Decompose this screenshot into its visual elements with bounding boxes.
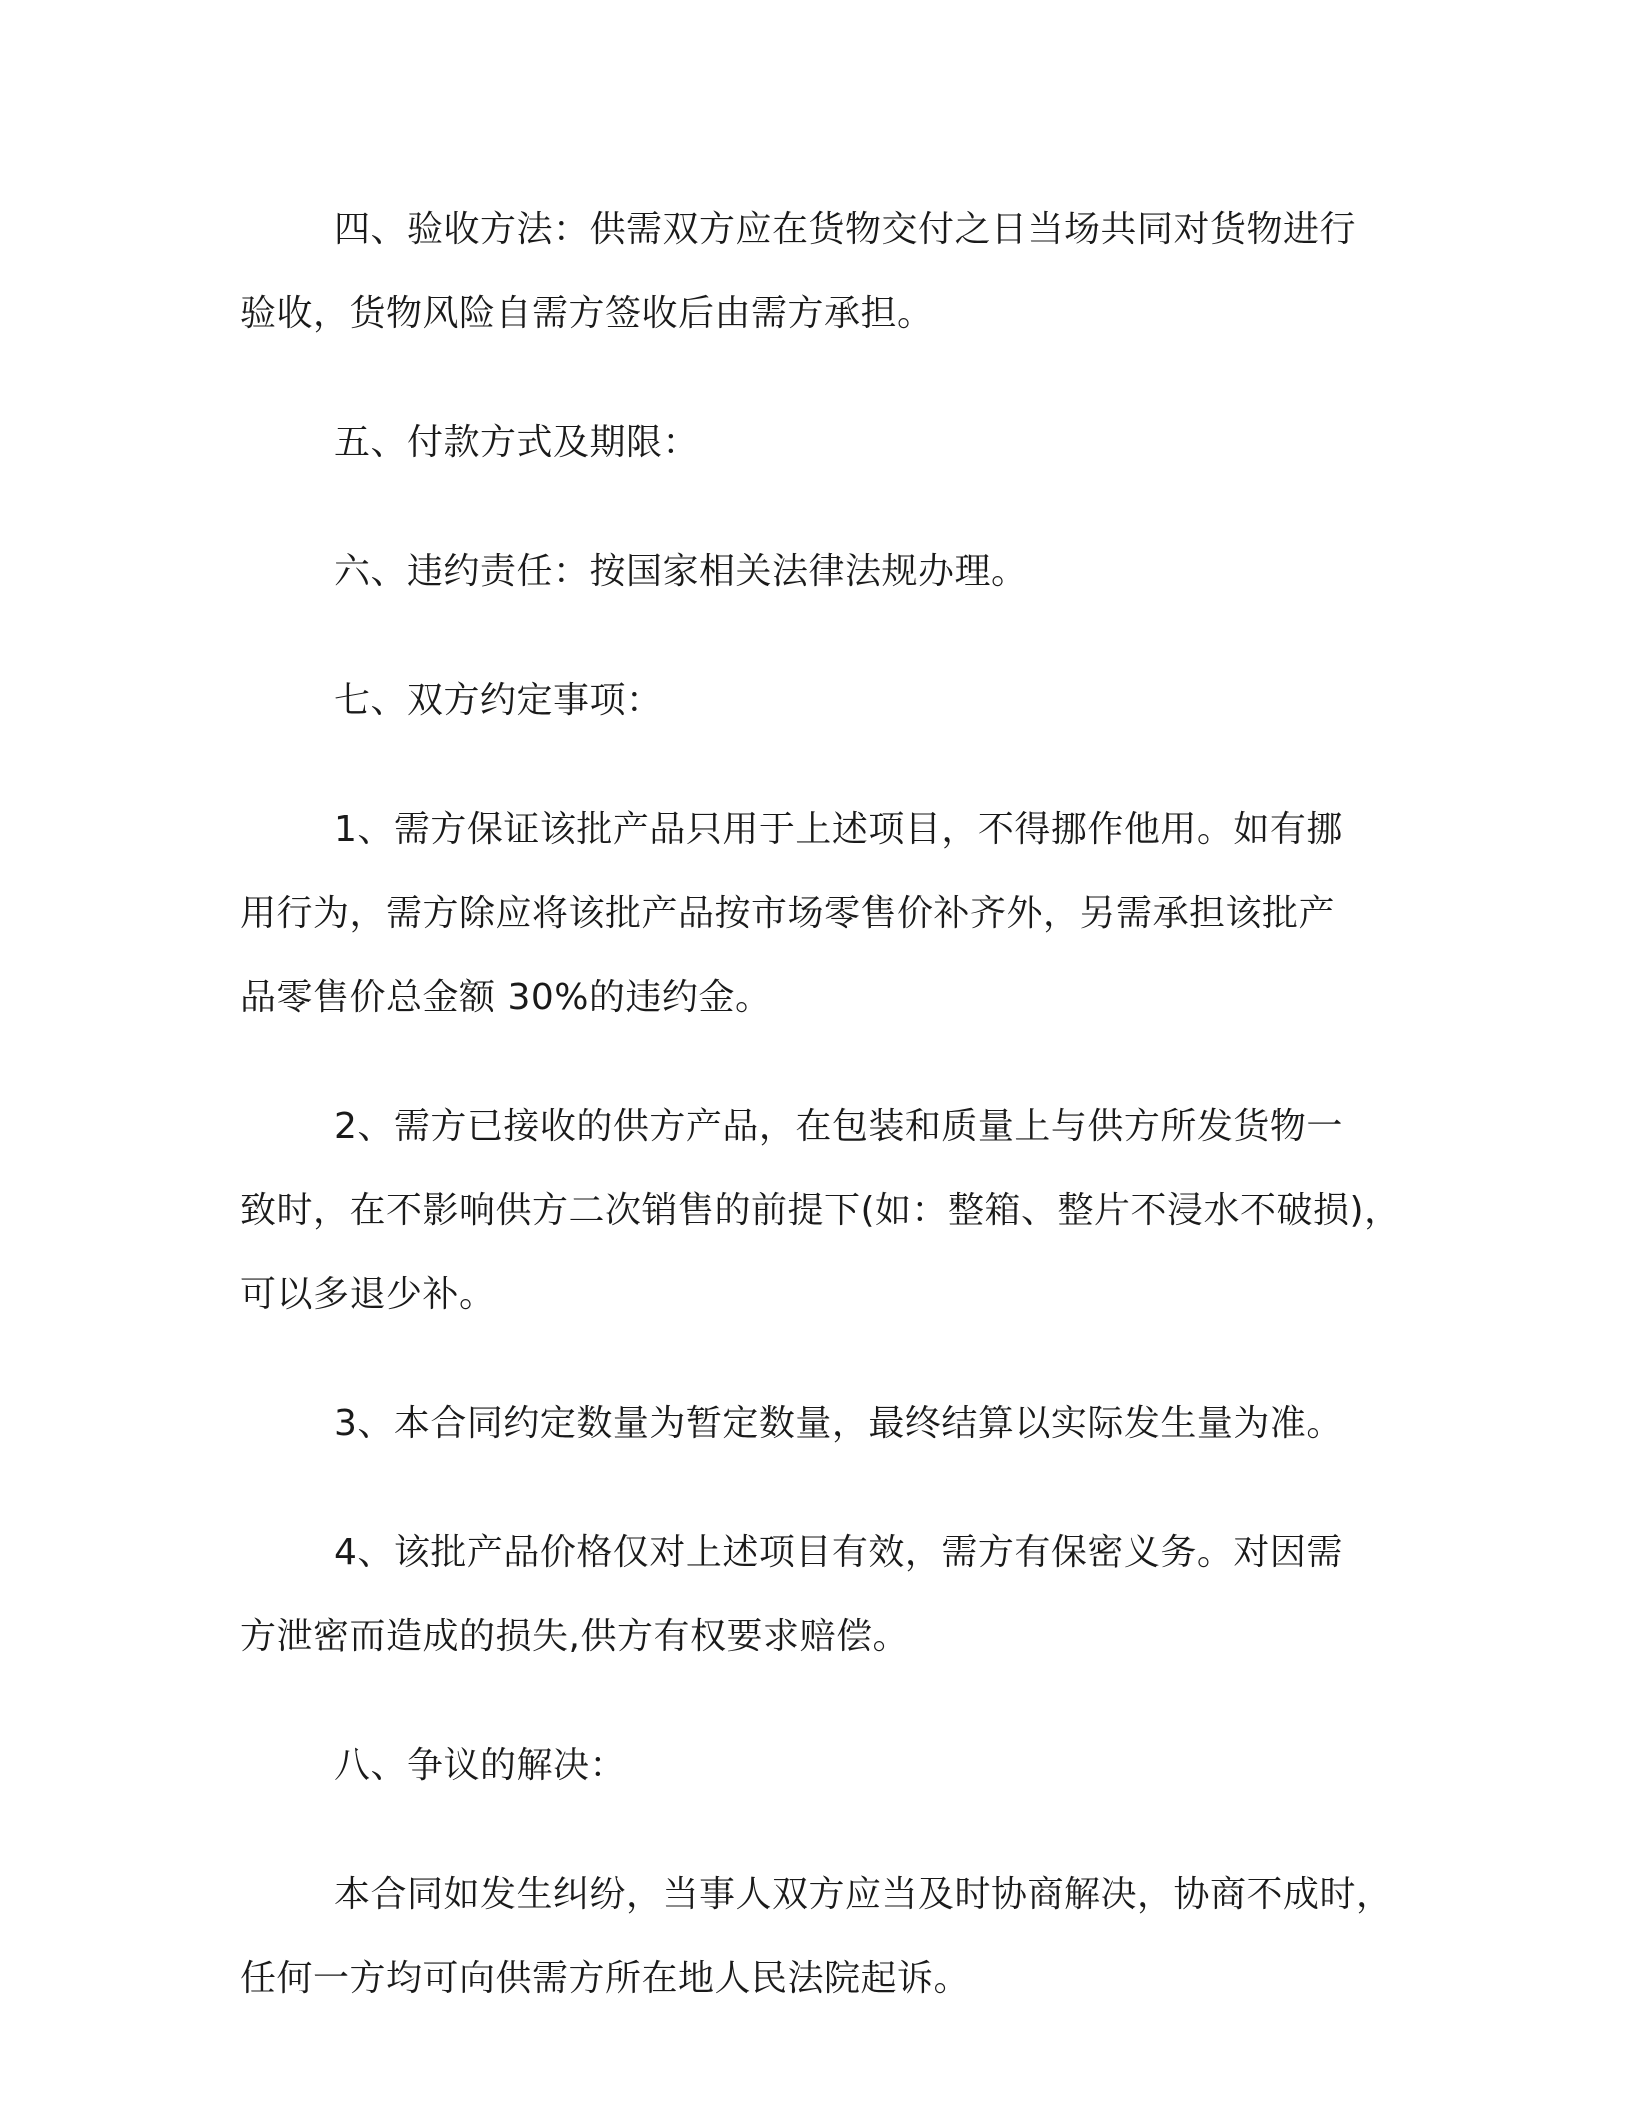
text-line: 1、需方保证该批产品只用于上述项目，不得挪作他用。如有挪 [334,809,1343,850]
agreed-matter-item-4 [240,1511,1412,1679]
clause-agreed-matters-heading [240,659,1412,743]
clause-payment-terms [240,401,1412,485]
clause-inspection-method [240,188,1412,356]
clause-dispute-resolution-heading [240,1724,1412,1808]
text-line: 可以多退少补。 [240,1274,496,1315]
text-line: 五、付款方式及期限： [334,422,700,463]
agreed-matter-item-1 [240,788,1412,1040]
text-line: 八、争议的解决： [334,1745,627,1786]
text-line: 四、验收方法：供需双方应在货物交付之日当场共同对货物进行 [334,209,1357,250]
clause-breach-liability [240,530,1412,614]
text-line: 4、该批产品价格仅对上述项目有效，需方有保密义务。对因需 [334,1532,1343,1573]
text-line: 品零售价总金额 30%的违约金。 [240,977,772,1018]
text-line: 任何一方均可向供需方所在地人民法院起诉。 [240,1958,971,1999]
text-line: 2、需方已接收的供方产品，在包装和质量上与供方所发货物一 [334,1106,1343,1147]
text-line: 用行为，需方除应将该批产品按市场零售价补齐外，另需承担该批产 [240,893,1336,934]
text-line: 本合同如发生纠纷，当事人双方应当及时协商解决，协商不成时， [334,1874,1393,1915]
text-line: 六、违约责任：按国家相关法律法规办理。 [334,551,1028,592]
text-line: 验收，货物风险自需方签收后由需方承担。 [240,293,934,334]
agreed-matter-item-3 [240,1382,1412,1466]
text-line: 七、双方约定事项： [334,680,663,721]
clause-dispute-resolution-body [240,1853,1412,2021]
text-line: 方泄密而造成的损失,供方有权要求赔偿。 [240,1616,909,1657]
text-line: 致时，在不影响供方二次销售的前提下(如：整箱、整片不浸水不破损)， [240,1190,1401,1231]
text-line: 3、本合同约定数量为暂定数量，最终结算以实际发生量为准。 [334,1403,1343,1444]
document-body [240,188,1412,2066]
agreed-matter-item-2 [240,1085,1412,1337]
